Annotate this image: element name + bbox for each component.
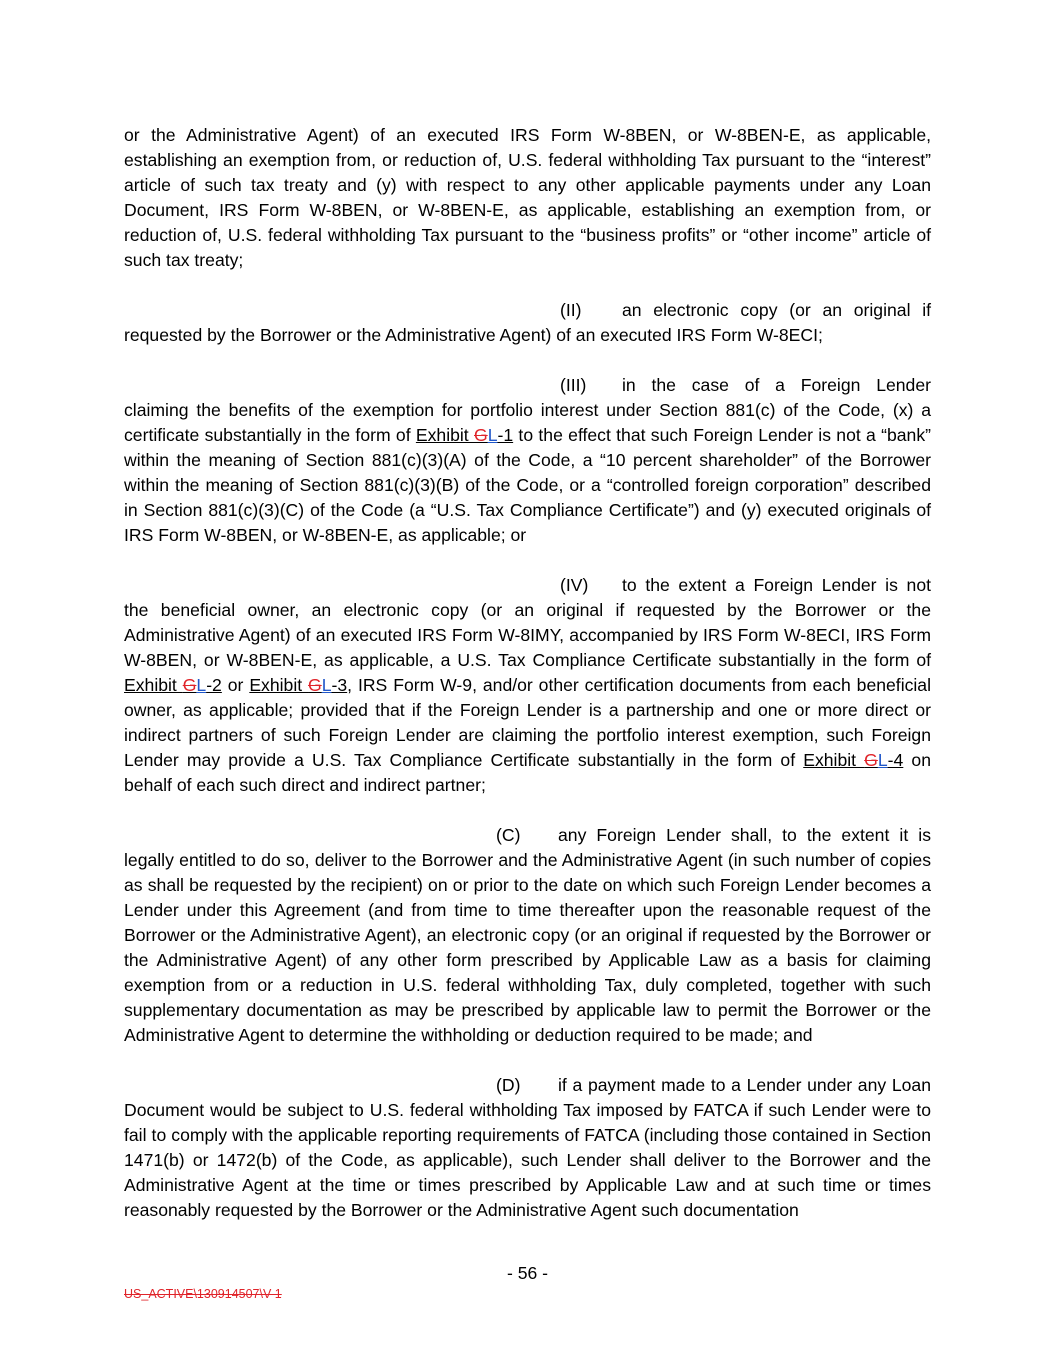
exhibit-suffix: -3 [331,675,348,695]
paragraph-continuation [124,123,931,273]
clause-text-cont: , IRS Form W-9, and/or other certification documents from each beneficial owner, as applicable; provided that if the Foreign Lender is a partnership and one or more direct or indirect partners of such Foreign Lender are claiming the portfolio interest exemption, such Foreign Lender may provide a U.S. Tax Compliance Certificate substantially in the form of [124,675,931,770]
clause-IV [124,573,931,798]
deleted-revision: G [182,675,197,695]
exhibit-reference[interactable] [124,675,222,695]
clause-text: any Foreign Lender shall, to the extent it is legally entitled to do so, deliver to the Borrower and the Administrative Agent (in such number of copies as shall be requested by the recipient) on or prior to the date on which such Foreign Lender becomes a Lender under this Agreement (and from time to time thereafter upon the reasonable request of the Borrower or the Administrative Agent), an electronic copy (or an original if requested by the Borrower or the Administrative Agent) of any other form prescribed by Applicable Law as a basis for claiming exemption from or a reduction in U.S. federal withholding Tax, duly completed, together with such supplementary documentation as may be prescribed by applicable law to permit the Borrower or the Administrative Agent to determine the withholding or deduction required to be made; and [124,825,931,1045]
paragraph-text: or the Administrative Agent) of an executed IRS Form W-8BEN, or W-8BEN-E, as applicable, establishing an exemption from, or reduction of, U.S. federal withholding Tax pursuant to the “interest” article of such tax treaty and (y) with respect to any other applicable payments under any Loan Document, IRS Form W-8BEN, or W-8BEN-E, as applicable, establishing an exemption from, or reduction of, U.S. federal withholding Tax pursuant to the “business profits” or “other income” article of such tax treaty; [124,125,931,270]
deleted-revision: G [864,750,878,770]
connector-text: or [221,675,250,695]
clause-III [124,373,931,548]
inserted-revision: L [487,425,498,445]
document-id: US_ACTIVE\130914507\V-1 [124,1287,282,1301]
page-number: - 56 - [506,1263,549,1283]
clause-text-end: on behalf of each such direct and indirect partner; [124,750,931,795]
clause-number: (IV) [560,575,589,595]
exhibit-suffix: -2 [206,675,222,695]
exhibit-suffix: -4 [887,750,904,770]
clause-number: (II) [560,300,582,320]
inserted-revision: L [196,675,207,695]
deleted-revision: G [474,425,488,445]
exhibit-reference[interactable] [416,425,513,445]
clause-text: an electronic copy (or an original if requested by the Borrower or the Administrative Agent) of an executed IRS Form W-8ECI; [124,300,931,345]
clause-text-cont: to the effect that such Foreign Lender is not a “bank” within the meaning of Section 881(c)(3)(A) of the Code, a “10 percent shareholder” of the Borrower within the meaning of Section 881(c)(3)(B) of the Code, or a “controlled foreign corporation” described in Section 881(c)(3)(C) of the Code (a “U.S. Tax Compliance Certificate”) and (y) executed originals of IRS Form W-8BEN, or W-8BEN-E, as applicable; or [124,425,931,545]
exhibit-label: Exhibit [415,425,474,445]
document-body [124,123,931,1223]
clause-text: in the case of a Foreign Lender claiming the benefits of the exemption for portfolio interest under Section 881(c) of the Code, (x) a certificate substantially in the form of [124,375,931,445]
exhibit-reference[interactable] [249,675,347,695]
deleted-revision: G [308,675,322,695]
clause-text: to the extent a Foreign Lender is not the beneficial owner, an electronic copy (or an original if requested by the Borrower or the Administrative Agent) of an executed IRS Form W-8IMY, accompanied by IRS Form W-8ECI, IRS Form W-8BEN, or W-8BEN-E, as applicable, a U.S. Tax Compliance Certificate substantially in the form of [124,575,931,670]
inserted-revision: L [321,675,332,695]
exhibit-label: Exhibit [124,675,183,695]
exhibit-reference[interactable] [803,750,903,770]
exhibit-label: Exhibit [803,750,865,770]
clause-text: if a payment made to a Lender under any Loan Document would be subject to U.S. federal withholding Tax imposed by FATCA if such Lender were to fail to comply with the applicable reporting requirements of FATCA (including those contained in Section 1471(b) or 1472(b) of the Code, as applicable), such Lender shall deliver to the Borrower and the Administrative Agent at the time or times prescribed by Applicable Law and at such time or times reasonably requested by the Borrower or the Administrative Agent such documentation [124,1075,931,1220]
clause-number: (D) [496,1075,521,1095]
clause-number: (C) [496,825,521,845]
clause-number: (III) [560,375,587,395]
inserted-revision: L [877,750,888,770]
exhibit-suffix: -1 [497,425,514,445]
clause-II [124,298,931,348]
clause-C [124,823,931,1048]
exhibit-label: Exhibit [249,675,309,695]
clause-D [124,1073,931,1223]
